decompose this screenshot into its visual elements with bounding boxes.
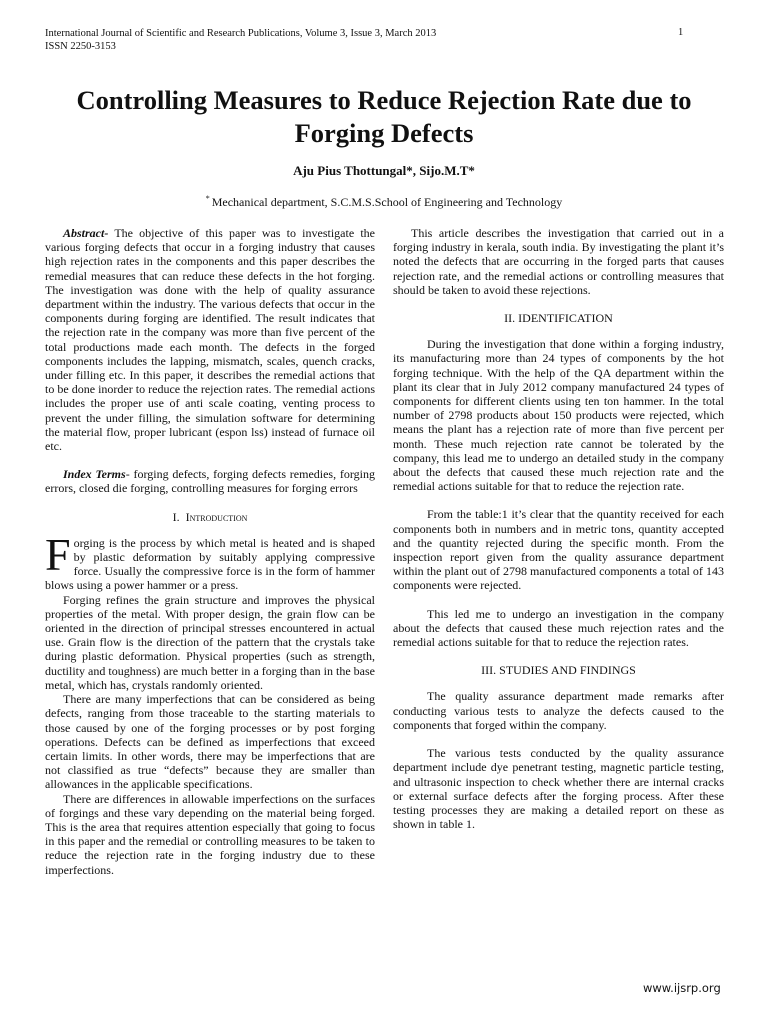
article-description: This article describes the investigation that carried out in a forging industry in kerala, south india. By investigating the plant it’s noted the defects that are occurring in the forged parts that causes rejection rate, and the remedial actions or controlling measures that should be taken to avoid these rejections. <box>393 226 724 297</box>
intro-paragraph-2: Forging refines the grain structure and improves the physical properties of the metal. With proper design, the grain flow can be oriented in the direction of principal stresses encountered in actual use. Grain flow is the direction of the pattern that the crystals take during plastic deformation. Physical properties (such as strength, ductility and toughness) are much better in a forging than in the base metal, which has, crystals randomly oriented. <box>45 592 375 692</box>
identification-paragraph-3: This led me to undergo an investigation in the company about the defects that caused these much rejection rates and the remedial actions suitable for that to reduce the rejection rates. <box>393 606 724 650</box>
section-heading-studies: III. STUDIES AND FINDINGS <box>481 663 636 678</box>
studies-paragraph-1: The quality assurance department made remarks after conducting various tests to analyze the defects caused to the components that forged within the company. <box>393 689 724 732</box>
index-terms-label: Index Terms <box>63 467 126 482</box>
intro-paragraph-4: There are differences in allowable imperfections on the surfaces of forgings and these vary depending on the material being forged. This is the area that requires attention especially that going to focus in this paper and the remedial or controlling measures to be taken to reduce the rejection rate in the forging industry due to these imperfections. <box>45 791 375 877</box>
section-title: Introduction <box>185 509 248 524</box>
intro-paragraph-3: There are many imperfections that can be considered as being defects, ranging from those traceable to the starting materials to those caused by one of the forging processes or by post forging operations. Defects can be defined as imperfections that exceed certain limits. In other words, there may be imperfections that are not classified as true “defects” because they are smaller than allowances in the applicable specifications. <box>45 692 375 792</box>
identification-paragraph-2: From the table:1 it’s clear that the quantity received for each components both in numbers and in metric tons, quantity accepted and the quantity rejected during the specific month. From the inspection report given from the quality assurance department within the plant out of 2798 manufactured components a total of 143 components were rejected. <box>393 507 724 593</box>
abstract-text: The objective of this paper was to investigate the various forging defects that occur in a forging industry that causes high rejection rates in the components and this paper describes the remedial measures that can reduce these defects in the hot forging. The investigation was done with the help of quality assurance department within the industry. The various defects that occur in the components during forging are identified. The result indicates that the rejection rate in the company was more than five percent of the total productions made each month. The defects in the forged components includes the lapping, mismatch, scales, quench cracks, under filling etc. In this paper, it describes the remedial actions that to be done inorder to reduce the rejection rates. The remedial actions includes the proper use of anti scale coating, venting process to prevent the under filling, the simulation software for determining the material flow, proper lubricant (espon lss) instead of furnace oil etc. <box>45 226 375 454</box>
authors: Aju Pius Thottungal*, Sijo.M.T* <box>293 163 475 178</box>
affiliation-mark: * <box>205 194 210 203</box>
journal-name: International Journal of Scientific and Research Publications, Volume 3, Issue 3, March 2013 <box>45 28 437 39</box>
index-terms-text: - forging defects, forging defects remedies, forging errors, closed die forging, controlling measures for forging errors <box>45 467 375 496</box>
abstract-label: Abstract- <box>63 226 109 240</box>
footer-url: www.ijsrp.org <box>643 981 721 995</box>
abstract <box>45 226 375 453</box>
right-column <box>393 226 724 831</box>
running-header <box>45 27 436 53</box>
studies-paragraph-2: The various tests conducted by the quality assurance department include dye penetrant testing, magnetic particle testing, and ultrasonic inspection to check whether there are internal cracks or external surface defects after the forging process. After these testing processes they are making a detailed report on these as shown in table 1. <box>393 746 724 832</box>
section-heading-identification: II. IDENTIFICATION <box>504 311 613 326</box>
paper-title: Controlling Measures to Reduce Rejection Rate due to Forging Defects <box>76 85 692 148</box>
affiliation <box>40 194 728 210</box>
identification-paragraph-1: During the investigation that done within a forging industry, its manufacturing more than 24 types of components by the hot forging technique. With the help of the QA department within the plant its clear that in July 2012 company manufactured 24 types of components for different clients using ten ton hammer. In the total number of 2798 products about 150 products were rejected, which means the plant has a rejection rate of more than five percent per month. These much rejection rate cannot be tolerated by the company, this lead me to undergo an detailed study in the company about the defects that caused these much rejection rate and the remedial actions suitable for that to reduce the rejection rate. <box>393 337 724 494</box>
drop-cap: F <box>45 528 71 580</box>
intro-paragraph-1 <box>45 528 375 593</box>
index-terms <box>45 467 375 495</box>
intro-paragraph-1-text: orging is the process by which metal is heated and is shaped by plastic deformation by suitably applying compressive force. Usually the compressive force is in the form of hammer blows using a power hammer or a press. <box>45 535 375 593</box>
issn: ISSN 2250-3153 <box>45 41 116 52</box>
section-numeral: I. <box>172 509 180 524</box>
affiliation-text: Mechanical department, S.C.M.S.School of Engineering and Technology <box>211 195 563 209</box>
section-heading-introduction <box>45 510 375 524</box>
left-column <box>45 226 375 877</box>
page-number: 1 <box>678 27 684 38</box>
